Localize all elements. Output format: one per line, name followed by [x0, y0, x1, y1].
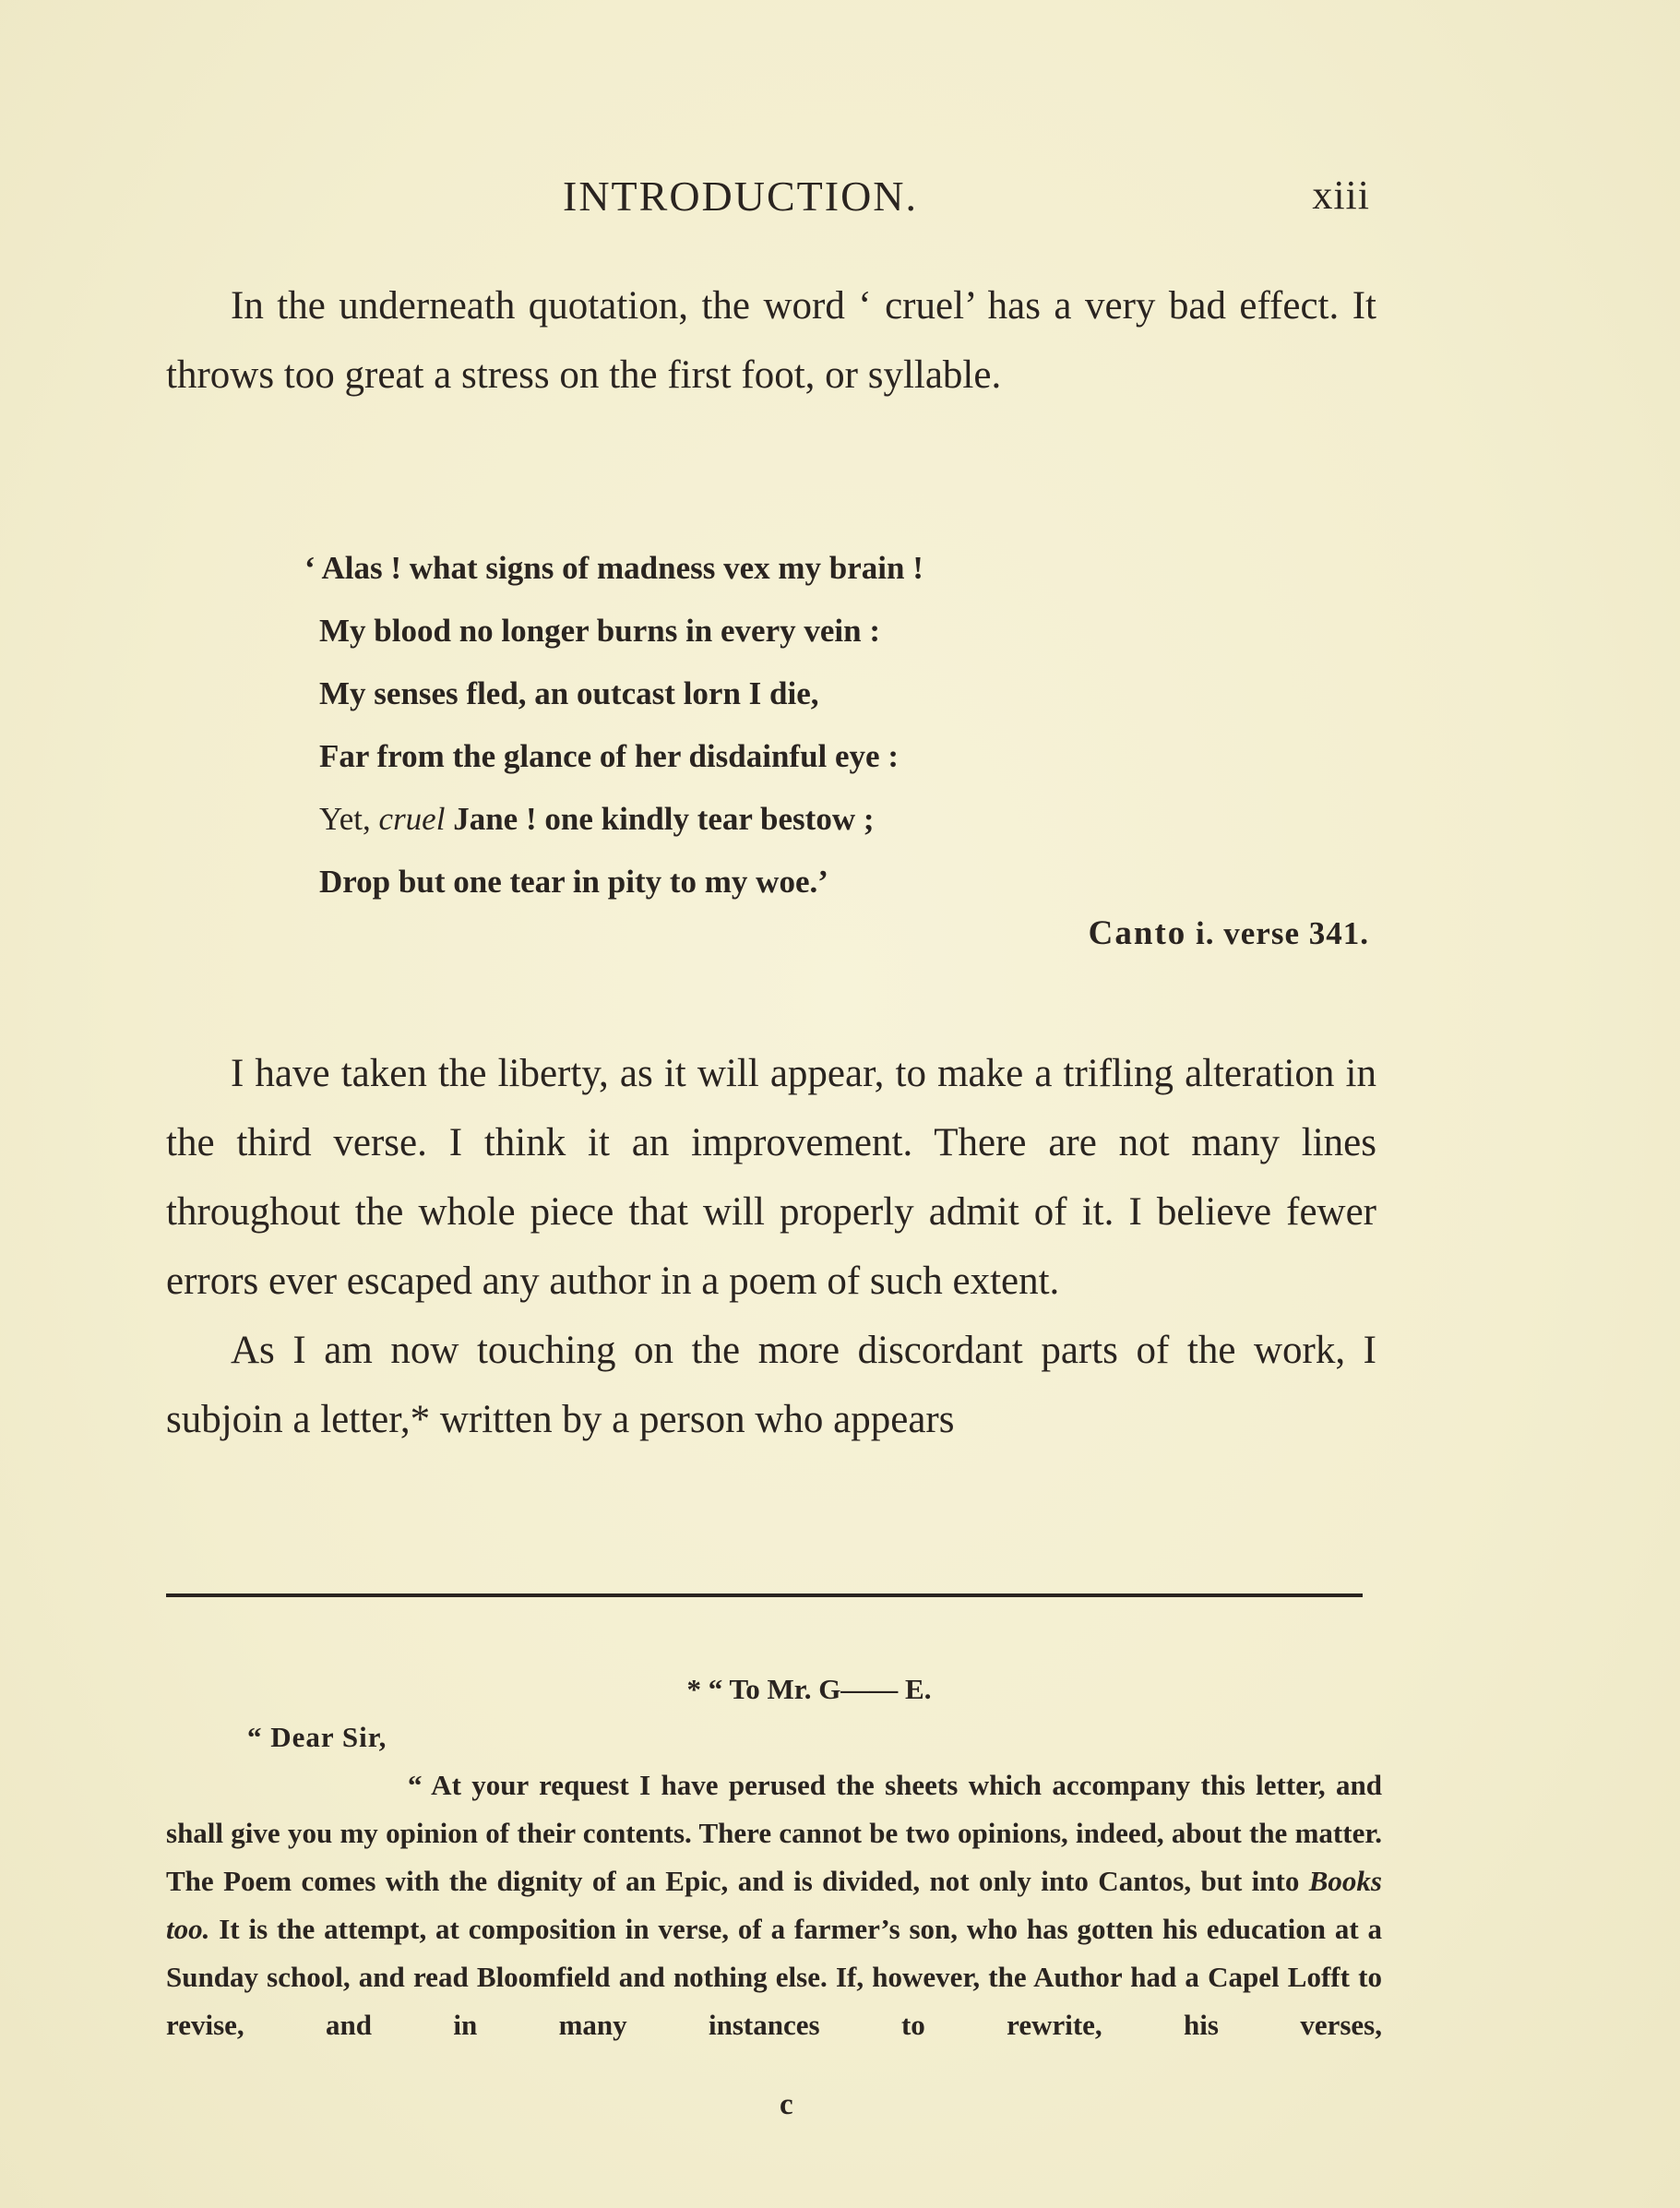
verse-line: Drop but one tear in pity to my woe.’	[319, 864, 828, 900]
verse-text: Yet,	[319, 801, 379, 837]
verse-line: My senses fled, an outcast lorn I die,	[319, 675, 819, 711]
running-head	[166, 172, 1370, 227]
verse-quotation	[304, 537, 923, 913]
italic-word: cruel	[378, 801, 446, 837]
footnote-salutation: “ Dear Sir,	[247, 1721, 387, 1753]
citation-canto: Canto	[1088, 914, 1187, 952]
verse-line: My blood no longer burns in every vein :	[319, 613, 881, 649]
page-number: xiii	[1312, 173, 1370, 218]
footnote-text: It is the attempt, at composition in verse, of a farmer’s son, who has gotten his education at a Sunday school, and read Bloomfield and nothing else. If, however, the Author had a Capel Lofft to revise, and in many instances to rewrite, his verses,	[166, 1913, 1382, 2041]
paragraph-text: In the underneath quotation, the word ‘ cruel’ has a very bad effect. It throws too great a stress on the first foot, or syllable.	[166, 284, 1376, 397]
footnote-heading: * “ To Mr. G—— E.	[686, 1673, 932, 1705]
running-title: INTRODUCTION.	[563, 173, 919, 220]
footnote-rule	[166, 1593, 1363, 1597]
paragraph-cruel-note	[166, 271, 1376, 410]
paragraph-alteration	[166, 1039, 1376, 1454]
footnote-body	[166, 1761, 1382, 2049]
verse-line: Far from the glance of her disdainful eye :	[319, 738, 900, 774]
citation-verse: i. verse 341.	[1186, 915, 1369, 951]
signature-mark: c	[780, 2088, 793, 2121]
verse-citation	[1089, 913, 1369, 953]
footnote	[166, 1665, 1382, 2049]
verse-line	[319, 788, 923, 851]
verse-line: ‘ Alas ! what signs of madness vex my brain !	[304, 550, 923, 586]
footnote-italic: Books too.	[166, 1865, 1382, 1945]
paragraph-text: I have taken the liberty, as it will appear, to make a trifling alteration in the third verse. I think it an improvement. There are not many lines throughout the whole piece that will properly admit of it. I believe fewer errors ever escaped any author in a poem of such extent.	[166, 1052, 1376, 1303]
verse-text: Jane ! one kindly tear bestow ;	[445, 801, 875, 837]
footnote-text: “ At your request I have perused the sheets which accompany this letter, and shall give you my opinion of their contents. There cannot be two opinions, indeed, about the matter. The Poem comes with the dignity of an Epic, and is divided, not only into Cantos, but into	[166, 1769, 1382, 1897]
paragraph-text: As I am now touching on the more discordant parts of the work, I subjoin a letter,* written by a person who appears	[166, 1329, 1376, 1441]
